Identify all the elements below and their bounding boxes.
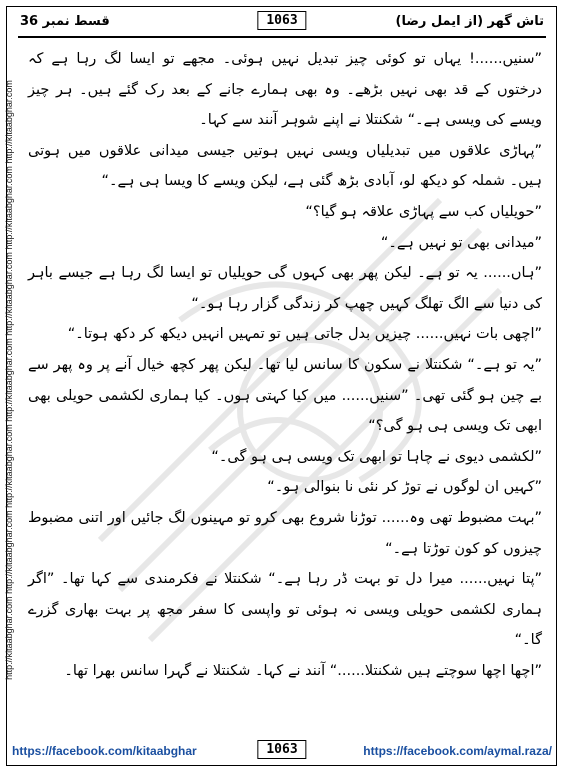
paragraph: ”اچھا اچھا سوچتے ہیں شکنتلا......“ آنند نے کہا۔ شکنتلا نے گہرا سانس بھرا تھا۔ [64,662,542,679]
side-url-text: http://kitaabghar.com http://kitaabghar.com http://kitaabghar.com http://kitaabghar.com http://kitaabghar.com http://kitaabghar.com http://kitaabghar.com [4,80,14,680]
paragraph: ”پہاڑی علاقوں میں تبدیلیاں ویسی نہیں ہوتیں جیسی میدانی علاقوں میں ہوتی ہیں۔ شملہ کو دیکھ لو، آبادی بڑھ گئی ہے، لیکن ویسے کا ویسا ہی ہے۔“ [28,142,542,190]
story-text [28,44,542,686]
paragraph: ”اچھی بات نہیں...... چیزیں بدل جاتی ہیں تو تمہیں انہیں دیکھ کر دکھ ہوتا۔“ [67,326,542,343]
paragraph: ”پتا نہیں...... میرا دل تو بہت ڈر رہا ہے۔“ شکنتلا نے فکرمندی سے کہا تھا۔ ”اگر ہماری لکشمی حویلی ویسی نہ ہوئی تو واپسی کا سفر مجھ پر بہت بھاری گزرے گا۔“ [28,571,542,649]
paragraph: ”یہ تو ہے۔“ شکنتلا نے سکون کا سانس لیا تھا۔ لیکن پھر کچھ خیال آنے پر وہ پھر سے بے چین ہو گئی تھی۔ ”سنیں...... میں کیا کہتی ہوں۔ کیا ہماری لکشمی حویلی بھی ابھی تک ویسی ہی ہو گی؟“ [28,356,542,435]
facebook-link-kitaabghar[interactable]: https://facebook.com/kitaabghar [12,744,197,758]
page-footer [8,740,556,762]
paragraph: ”سنیں......! یہاں تو کوئی چیز تبدیل نہیں ہوئی۔ مجھے تو ایسا لگ رہا ہے کہ درختوں کے قد بھی نہیں بڑھے۔ وہ بھی ہمارے جانے کے بعد رک گئے ہیں۔ ہر چیز ویسے کی ویسی ہے۔“ شکنتلا نے اپنے شوہر آنند سے کہا۔ [28,51,542,129]
paragraph: ”لکشمی دیوی نے چاہا تو ابھی تک ویسی ہی ہو گی۔“ [211,448,542,465]
book-title: تاش گھر (از ایمل رضا) [395,14,544,29]
paragraph: ”بہت مضبوط تھی وہ...... توڑنا شروع بھی کرو تو مہینوں لگ جائیں اور اتنی مضبوط چیزوں کو کون توڑتا ہے۔“ [28,509,542,557]
facebook-link-author[interactable]: https://facebook.com/aymal.raza/ [363,744,552,758]
episode-label: قسط نمبر 36 [20,14,110,29]
paragraph: ”ہاں...... یہ تو ہے۔ لیکن پھر بھی کہوں گی حویلیاں تو ایسا لگ رہا ہے جیسے باہر کی دنیا سے الگ تھلگ کہیں چھپ کر زندگی گزار رہا ہو۔“ [28,265,542,312]
header-divider [18,36,546,38]
page-header [20,10,544,34]
paragraph: ”حویلیاں کب سے پہاڑی علاقہ ہو گیا؟“ [305,203,542,220]
paragraph: ”میدانی بھی تو نہیں ہے۔“ [380,234,542,251]
side-watermark-url [2,60,16,700]
footer-page-number: 1063 [257,740,306,759]
header-page-number: 1063 [257,11,306,30]
paragraph: ”کہیں ان لوگوں نے توڑ کر نئی نا بنوالی ہو۔“ [267,479,542,496]
